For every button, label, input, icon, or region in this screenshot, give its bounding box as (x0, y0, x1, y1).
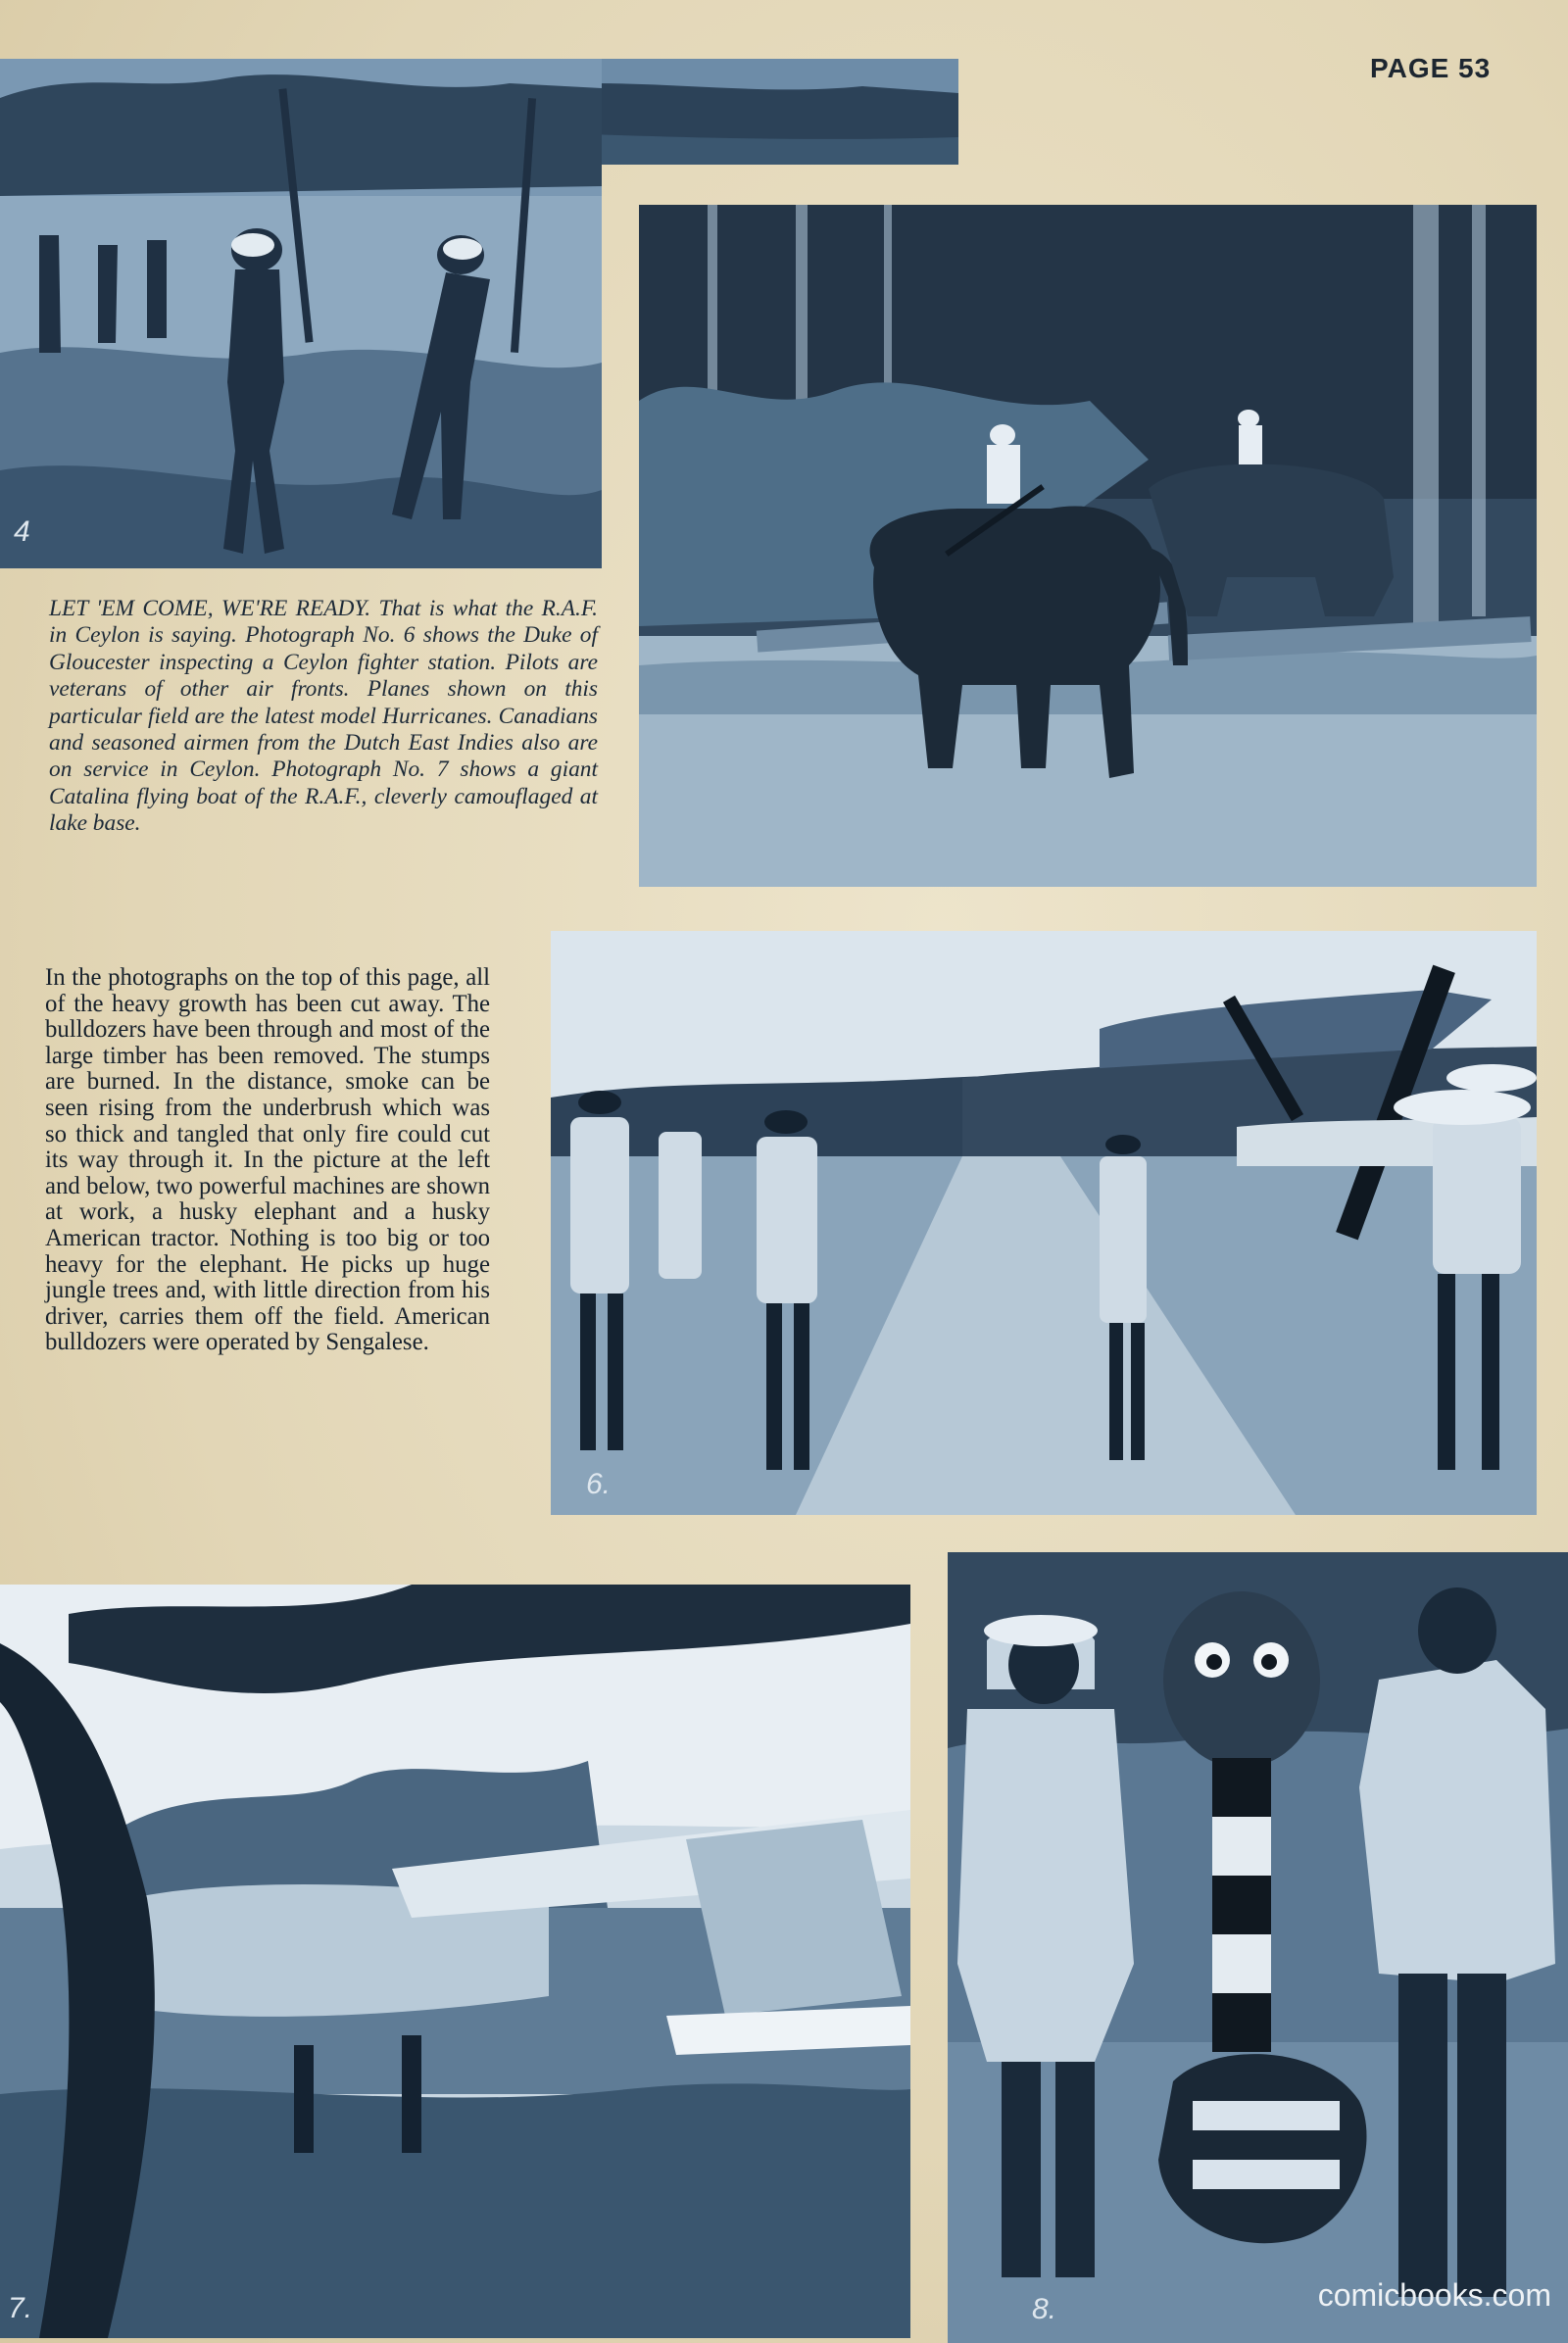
page-number: PAGE 53 (1370, 53, 1492, 83)
duke-inspection-photo (551, 931, 1537, 1515)
site-watermark: comicbooks.com (1317, 2277, 1551, 2313)
photo-number-7: 7. (8, 2292, 33, 2324)
photo-number-8: 8. (1032, 2293, 1057, 2325)
photo-number-4: 4 (14, 515, 30, 548)
mascot-photo (948, 1552, 1568, 2343)
photo-caption: LET 'EM COME, WE'RE READY. That is what the R.A.F. in Ceylon is saying. Photograph No. 6 shows the Duke of Gloucester inspecting a Ceylon fighter station. Pilots are veterans of other air fronts. Planes shown on this particular field are the latest model Hurricanes. Canadians and seasoned airmen from the Dutch East Indies also are on service in Ceylon. Photograph No. 7 shows a giant Catalina flying boat of the R.A.F., cleverly camouflaged at lake base. (49, 596, 598, 837)
article-body: In the photographs on the top of this page, all of the heavy growth has been cut away. The bulldozers have been through and most of the large timber has been removed. The stumps are burned. In the distance, smoke can be seen rising from the underbrush which was so thick and tangled that only fire could cut its way through it. In the picture at the left and below, two powerful machines are shown at work, a husky elephant and a husky American tractor. Nothing is too big or too heavy for the elephant. He picks up huge jungle trees and, with little direction from his driver, carries them off the field. American bulldozers were operated by Sengalese. (45, 964, 490, 1356)
workers-clearing-photo-main (0, 59, 602, 568)
elephants-hauling-timber-photo (639, 205, 1537, 887)
photo-number-6: 6. (586, 1468, 612, 1500)
catalina-flying-boat-photo (0, 1585, 910, 2338)
